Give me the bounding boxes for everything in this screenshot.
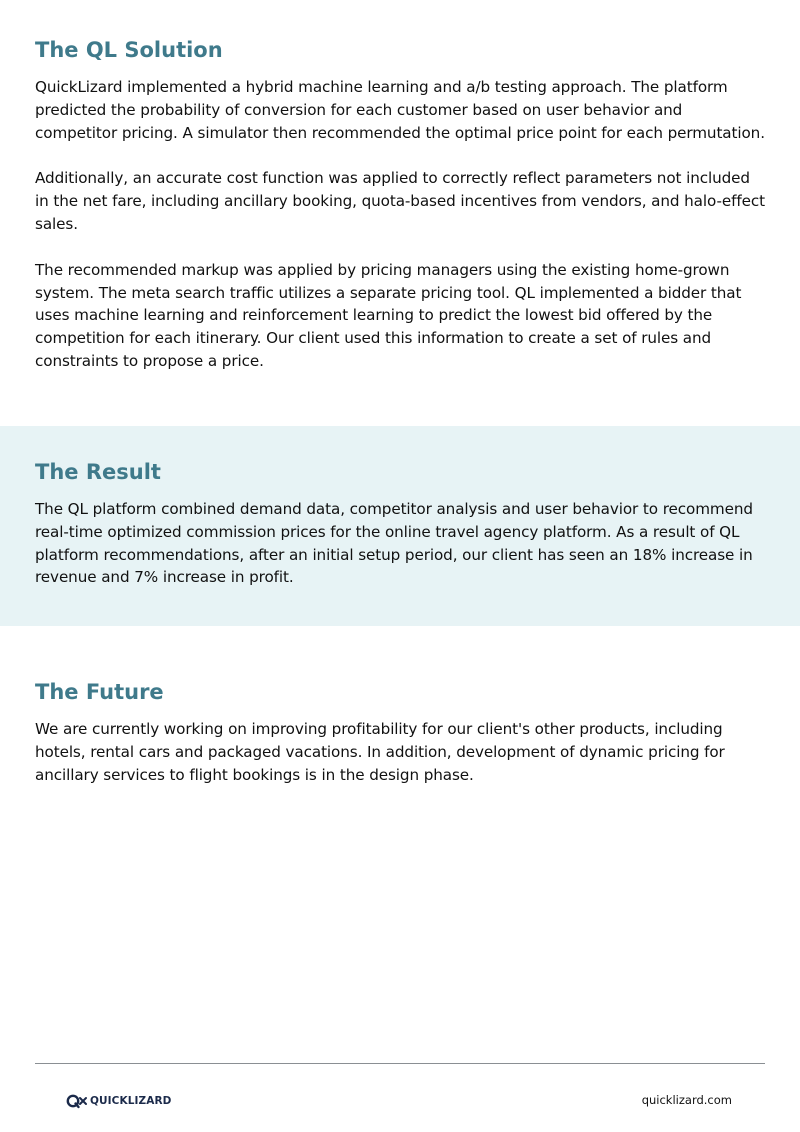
footer-divider xyxy=(35,1063,765,1064)
paragraph: Additionally, an accurate cost function was applied to correctly reflect parameters not included in the net fare, including ancillary booking, quota-based incentives from vendors, and halo-effect sales. xyxy=(35,169,765,233)
heading-future: The Future xyxy=(35,680,164,704)
quicklizard-logo-icon xyxy=(66,1093,88,1109)
paragraph: The recommended markup was applied by pricing managers using the existing home-grown system. The meta search traffic utilizes a separate pricing tool. QL implemented a bidder that uses machine learning and reinforcement learning to predict the lowest bid offered by the competition for each itinerary. Our client used this information to create a set of rules and constraints to propose a price. xyxy=(35,260,742,370)
paragraph: QuickLizard implemented a hybrid machine learning and a/b testing approach. The platform predicted the probability of conversion for each customer based on user behavior and competitor pricing. A simulator then recommended the optimal price point for each permutation. xyxy=(35,78,765,142)
section-future xyxy=(0,678,800,809)
heading-result: The Result xyxy=(35,460,161,484)
footer-url: quicklizard.com xyxy=(641,1093,732,1107)
section-result xyxy=(0,458,800,612)
paragraph: We are currently working on improving profitability for our client's other products, including hotels, rental cars and packaged vacations. In addition, development of dynamic pricing for ancillary services to flight bookings is in the design phase. xyxy=(35,720,725,784)
section-ql-solution xyxy=(0,36,800,396)
heading-ql-solution: The QL Solution xyxy=(35,38,223,62)
footer-logo xyxy=(66,1092,171,1110)
paragraph: The QL platform combined demand data, competitor analysis and user behavior to recommend real-time optimized commission prices for the online travel agency platform. As a result of QL platform recommendations, after an initial setup period, our client has seen an 18% increase in revenue and 7% increase in profit. xyxy=(35,500,753,587)
logo-text: QUICKLIZARD xyxy=(90,1095,172,1107)
